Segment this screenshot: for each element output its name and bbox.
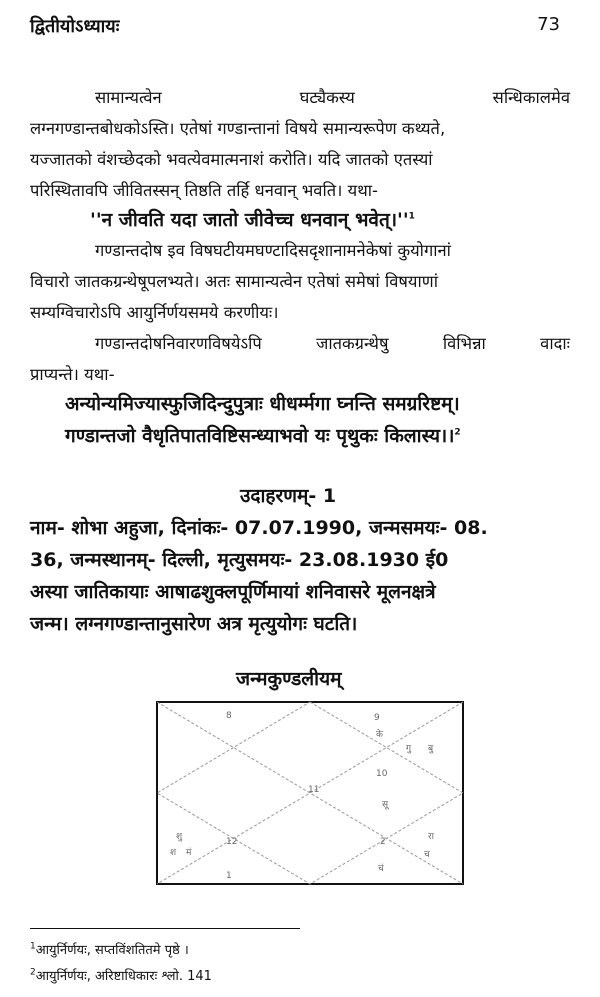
planet-label: चं — [378, 864, 384, 874]
para3-word: वादाः — [540, 334, 570, 353]
para1-line1 — [95, 87, 570, 109]
footnote-number: 1 — [30, 941, 36, 952]
para3-word: गण्डान्तदोषनिवारणविषयेऽपि — [95, 334, 262, 353]
planet-label: रा — [428, 832, 435, 842]
chart-title: जन्मकुण्डलीयम् — [236, 668, 342, 690]
para3-word: विभिन्ना — [442, 334, 486, 353]
planet-label: सू — [382, 800, 389, 810]
footnote-2 — [30, 966, 212, 984]
para1-line3: यज्जातको वंशच्छेदको भवत्येवमात्मनाशं करोति। यदि जातको एतस्यां — [30, 150, 433, 169]
example-line2: 36, जन्मस्थानम्- दिल्ली, मृत्युसमयः- 23.08.1930 ई0 — [30, 549, 449, 571]
planet-label: मं — [186, 848, 192, 858]
para1-line2: लग्नगण्डान्तबोधकोऽस्ति। एतेषां गण्डान्तानां विषये समान्यरूपेण कथ्यते, — [30, 119, 446, 138]
para3-line1 — [95, 333, 570, 355]
footnote-marker: 2 — [454, 427, 461, 438]
example-line3: अस्या जातिकायाः आषाढशुक्लपूर्णिमायां शनिवासरे मूलनक्षत्रे — [30, 581, 436, 603]
para3-word: जातकग्रन्थेषु — [316, 334, 389, 353]
verse-line2 — [65, 425, 461, 447]
para2-line3: सम्यग्विचारोऽपि आयुर्निर्णयसमये करणीयः। — [30, 303, 279, 322]
footnote-1 — [30, 940, 189, 958]
house-number: 8 — [226, 711, 232, 721]
house-number: 1 — [226, 871, 232, 881]
example-line4: जन्म। लग्नगण्डान्तानुसारेण अत्र मृत्युयोगः घटति। — [30, 613, 358, 635]
house-number: 9 — [374, 713, 380, 723]
planet-label: बु — [428, 744, 434, 754]
running-head: द्वितीयोऽध्यायः — [30, 16, 120, 37]
para3-line2: प्राप्यन्ते। यथा- — [30, 365, 115, 384]
page-number: 73 — [537, 14, 560, 35]
house-number: 12 — [226, 837, 238, 847]
planet-label: शु — [176, 832, 183, 842]
house-number: 11 — [308, 785, 320, 795]
planet-label: के — [376, 730, 383, 740]
verse-line1: अन्योन्यमिज्यास्फुजिदिन्दुपुत्राः धीधर्म्मगा घ्नन्ति समग्ररिष्टम्। — [65, 393, 460, 415]
example-heading: उदाहरणम्- 1 — [240, 485, 337, 507]
para1-line4: परिस्थितावपि जीवितस्सन् तिष्ठति तर्हि धनवान् भवति। यथा- — [30, 181, 379, 200]
verse-text: गण्डान्तजो वैधृतिपातविष्टिसन्ध्याभवो यः पृथुकः किलास्य।। — [65, 425, 455, 447]
footnote-rule — [30, 928, 300, 929]
quote-line — [90, 209, 415, 231]
quote-text: ''न जीवति यदा जातो जीवेच्च धनवान् भवेत्।'' — [90, 209, 409, 231]
planet-label: च — [424, 850, 430, 860]
footnote-number: 2 — [30, 967, 36, 978]
house-number: 10 — [376, 769, 388, 779]
para1-word: घट्यैकस्य — [299, 88, 355, 107]
example-line1: नाम- शोभा अहुजा, दिनांकः- 07.07.1990, जन्मसमयः- 08. — [30, 517, 488, 539]
para1-word: सन्धिकालमेव — [492, 88, 570, 107]
birth-chart — [156, 701, 464, 885]
planet-label: श — [170, 848, 177, 858]
para1-word: सामान्यत्वेन — [95, 88, 162, 107]
para2-line2: विचारो जातकग्रन्थेषूपलभ्यते। अतः सामान्यत्वेन एतेषां समेषां विषयाणां — [30, 272, 438, 291]
para2-line1: गण्डान्तदोष इव विषघटीयमघण्टादिसदृशानामनेकेषां कुयोगानां — [95, 241, 451, 260]
footnote-text: आयुर्निर्णयः, अरिष्टाधिकारः श्लो. 141 — [35, 969, 212, 984]
footnote-text: आयुर्निर्णयः, सप्तविंशतितमे पृष्ठे । — [35, 943, 189, 958]
house-number: 2 — [380, 837, 386, 847]
footnote-marker: 1 — [408, 211, 415, 222]
planet-label: गु — [406, 744, 412, 754]
